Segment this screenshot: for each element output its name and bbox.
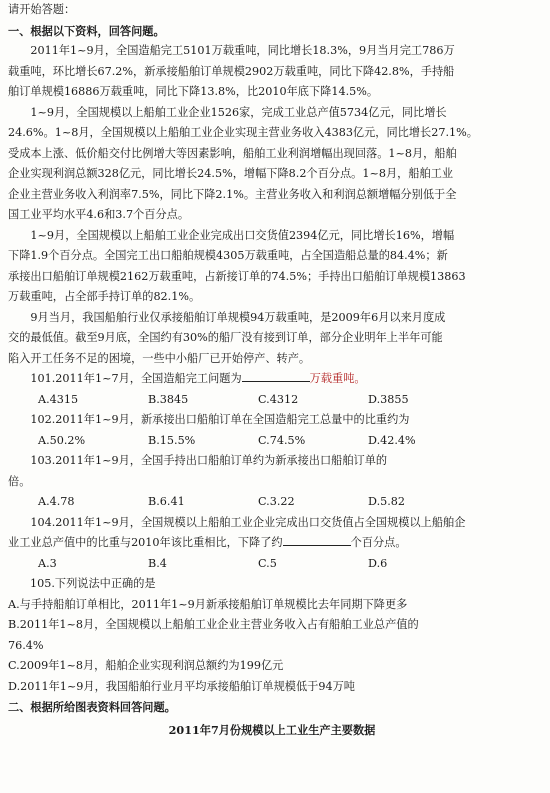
option-d[interactable]: D.3855 bbox=[368, 392, 409, 406]
option-b[interactable]: B.4 bbox=[148, 556, 167, 570]
table-title: 2011年7月份规模以上工业生产主要数据 bbox=[168, 722, 376, 737]
intro-text: 请开始答题： bbox=[8, 3, 76, 16]
passage-line: 24.6%。1~8月，全国规模以上船舶工业企业实现主营业务收入4383亿元，同比增长27.1%。 bbox=[8, 126, 478, 139]
option-c[interactable]: C.3.22 bbox=[258, 495, 295, 508]
option-d[interactable]: D.42.4% bbox=[368, 433, 416, 447]
passage-line: 2011年1~9月，全国造船完工5101万载重吨，同比增长18.3%，9月当月完工786万 bbox=[30, 44, 455, 57]
option-b-cont[interactable]: 76.4% bbox=[8, 638, 44, 652]
option-c[interactable]: C.5 bbox=[258, 556, 277, 570]
question-102-stem: 102.2011年1~9月，新承接出口船舶订单在全国造船完工总量中的比重约为 bbox=[30, 413, 410, 426]
question-104-text: 业工业总产值中的比重与2010年该比重相比，下降了约 bbox=[8, 536, 283, 549]
option-c[interactable]: C.4312 bbox=[258, 392, 299, 406]
passage-line: 载重吨，环比增长67.2%，新承接船舶订单规模2902万载重吨，同比下降42.8%，手持船 bbox=[8, 64, 455, 78]
answer-blank[interactable] bbox=[242, 369, 310, 382]
option-b[interactable]: B.3845 bbox=[148, 392, 189, 406]
passage-line: 1~9月，全国规模以上船舶工业企业完成出口交货值2394亿元，同比增长16%，增幅 bbox=[30, 228, 455, 242]
section2-heading: 二、根据所给图表资料回答问题。 bbox=[8, 700, 176, 714]
passage-line: 承接出口船舶订单规模2162万载重吨，占新接订单的74.5%；手持出口船舶订单规模13863 bbox=[8, 269, 466, 283]
passage-line: 9月当月，我国船舶行业仅承接船舶订单规模94万载重吨，是2009年6月以来月度成 bbox=[30, 310, 446, 324]
question-103-stem-cont: 倍。 bbox=[8, 474, 31, 488]
option-a[interactable]: A.与手持船舶订单相比，2011年1~9月新承接船舶订单规模比去年同期下降更多 bbox=[8, 597, 408, 611]
answer-blank[interactable] bbox=[283, 533, 351, 546]
passage-line: 舶订单规模16886万载重吨，同比下降13.8%，比2010年底下降14.5%。 bbox=[8, 85, 379, 98]
passage-line: 陷入开工任务不足的困境，一些中小船厂已开始停产、转产。 bbox=[8, 351, 311, 365]
option-b[interactable]: B.15.5% bbox=[148, 433, 196, 447]
question-103-stem: 103.2011年1~9月，全国手持出口船舶订单约为新承接出口船舶订单的 bbox=[30, 454, 388, 467]
passage-paragraph-2 bbox=[8, 103, 536, 226]
question-103-options bbox=[8, 492, 536, 513]
section1-heading: 一、根据以下资料，回答问题。 bbox=[8, 23, 165, 38]
passage-paragraph-4 bbox=[8, 308, 536, 370]
question-101-unit: 万载重吨。 bbox=[309, 372, 366, 385]
question-104-unit: 个百分点。 bbox=[350, 536, 407, 549]
question-104-options bbox=[8, 554, 536, 575]
option-d[interactable]: D.2011年1~9月，我国船舶行业月平均承接船舶订单规模低于94万吨 bbox=[8, 679, 355, 693]
option-c[interactable]: C.2009年1~8月，船舶企业实现利润总额约为199亿元 bbox=[8, 659, 284, 672]
option-c[interactable]: C.74.5% bbox=[258, 433, 306, 447]
option-a[interactable]: A.4315 bbox=[38, 392, 79, 406]
passage-line: 万载重吨，占全部手持订单的82.1%。 bbox=[8, 290, 201, 303]
passage-line: 企业主营业务收入利润率7.5%，同比下降2.1%。主营业务收入和利润总额增幅分别低于全 bbox=[8, 187, 457, 201]
question-102-options bbox=[8, 431, 536, 452]
passage-line: 交的最低值。截至9月底，全国约有30%的船厂没有接到订单，部分企业明年上半年可能 bbox=[8, 331, 443, 344]
question-101-stem bbox=[8, 369, 536, 390]
passage-paragraph-1 bbox=[8, 41, 536, 103]
question-104-stem-cont bbox=[8, 533, 536, 554]
question-105-stem: 105.下列说法中正确的是 bbox=[30, 577, 156, 590]
passage-line: 受成本上涨、低价船交付比例增大等因素影响，船舶工业利润增幅出现回落。1~8月，船舶 bbox=[8, 146, 457, 160]
option-b[interactable]: B.6.41 bbox=[148, 495, 185, 508]
question-101-text: 101.2011年1~7月，全国造船完工问题为 bbox=[30, 372, 242, 385]
question-104-stem: 104.2011年1~9月，全国规模以上船舶工业企业完成出口交货值占全国规模以上船舶企 bbox=[30, 515, 466, 529]
option-d[interactable]: D.5.82 bbox=[368, 495, 406, 508]
passage-line: 1~9月，全国规模以上船舶工业企业1526家，完成工业总产值5734亿元，同比增长 bbox=[30, 105, 447, 119]
passage-line: 国工业平均水平4.6和3.7个百分点。 bbox=[8, 208, 190, 221]
option-a[interactable]: A.50.2% bbox=[38, 433, 86, 447]
passage-line: 下降1.9个百分点。全国完工出口船舶规模4305万载重吨，占全国造船总量的84.4%；新 bbox=[8, 249, 448, 262]
passage-line: 企业实现利润总额328亿元，同比增长24.5%，增幅下降8.2个百分点。1~8月，船舶工业 bbox=[8, 167, 454, 180]
passage-paragraph-3 bbox=[8, 226, 536, 308]
option-b[interactable]: B.2011年1~8月，全国规模以上船舶工业企业主营业务收入占有船舶工业总产值的 bbox=[8, 618, 419, 631]
option-d[interactable]: D.6 bbox=[368, 556, 388, 570]
question-101-options bbox=[8, 390, 536, 411]
option-a[interactable]: A.4.78 bbox=[38, 495, 75, 508]
option-a[interactable]: A.3 bbox=[38, 556, 57, 570]
